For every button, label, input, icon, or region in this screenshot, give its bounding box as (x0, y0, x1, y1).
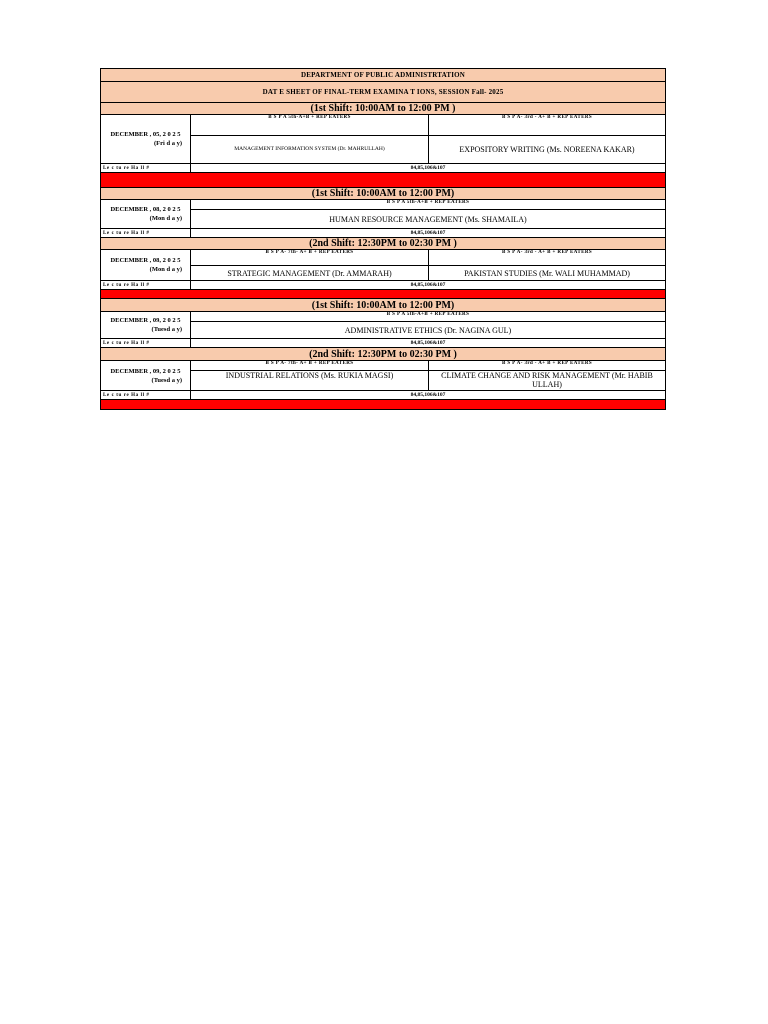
exam-day: (Tuesd a y) (151, 376, 182, 384)
program-group: B S P A- 3rd - A+ B + REP EATERS (429, 250, 666, 266)
subject: PAKISTAN STUDIES (Mr. WALI MUHAMMAD) (429, 266, 666, 281)
separator-bar (101, 173, 666, 188)
lecture-hall-label: Le c tu re Ha ll # (101, 281, 191, 290)
exam-date: DECEMBER , 08, 2 0 2 5 (110, 206, 181, 213)
program-group: B S P A- 3rd - A+ B + REP EATERS (429, 115, 666, 136)
lecture-hall-numbers: 84,85,106&107 (191, 164, 666, 173)
subject: INDUSTRIAL RELATIONS (Ms. RUKIA MAGSI) (191, 371, 429, 391)
program-group: B S P A 5th-A+B + REP EATERS (191, 312, 666, 322)
exam-date: DECEMBER , 09, 2 0 2 5 (110, 317, 181, 324)
shift-heading: (2nd Shift: 12:30PM to 02:30 PM ) (101, 238, 666, 250)
exam-date: DECEMBER , 05, 2 0 2 5 (110, 131, 181, 138)
subject: CLIMATE CHANGE AND RISK MANAGEMENT (Mr. HABIB ULLAH) (429, 371, 666, 391)
lecture-hall-numbers: 84,85,106&107 (191, 229, 666, 238)
exam-day: (Mon d a y) (149, 215, 182, 222)
exam-date-cell (101, 115, 191, 164)
shift-heading: (1st Shift: 10:00AM to 12:00 PM ) (101, 103, 666, 115)
lecture-hall-label: Le c tu re Ha ll # (101, 164, 191, 173)
lecture-hall-label: Le c tu re Ha ll # (101, 339, 191, 348)
subject: HUMAN RESOURCE MANAGEMENT (Ms. SHAMAILA) (191, 210, 666, 229)
lecture-hall-numbers: 84,85,106&107 (191, 391, 666, 400)
separator-bar (101, 400, 666, 410)
exam-day: (Tuesd a y) (151, 326, 182, 333)
subject: MANAGEMENT INFORMATION SYSTEM (Dr. MAHRULLAH) (191, 136, 429, 164)
department-title: DEPARTMENT OF PUBLIC ADMINISTRTATION (101, 69, 666, 82)
exam-day: (Mon d a y) (149, 266, 182, 273)
separator-bar (101, 290, 666, 299)
lecture-hall-label: Le c tu re Ha ll # (101, 229, 191, 238)
exam-date: DECEMBER , 08, 2 0 2 5 (110, 257, 181, 264)
exam-date-cell (101, 250, 191, 281)
lecture-hall-numbers: 84,85,106&107 (191, 339, 666, 348)
subject: EXPOSITORY WRITING (Ms. NOREENA KAKAR) (429, 136, 666, 164)
lecture-hall-label: Le c tu re Ha ll # (101, 391, 191, 400)
exam-date-cell (101, 312, 191, 339)
program-group: B S P A 5th-A+B + REP EATERS (191, 200, 666, 210)
lecture-hall-numbers: 84,85,106&107 (191, 281, 666, 290)
shift-heading: (2nd Shift: 12:30PM to 02:30 PM ) (101, 348, 666, 361)
subject: STRATEGIC MANAGEMENT (Dr. AMMARAH) (191, 266, 429, 281)
program-group: B S P A- 7th- A+ B + REP EATERS (191, 361, 429, 371)
date-sheet-table (100, 68, 666, 410)
program-group: B S P A 5th-A+B + REP EATERS (191, 115, 429, 136)
exam-date-cell (101, 200, 191, 229)
shift-heading: (1st Shift: 10:00AM to 12:00 PM) (101, 299, 666, 312)
shift-heading: (1st Shift: 10:00AM to 12:00 PM) (101, 188, 666, 200)
exam-date: DECEMBER , 09, 2 0 2 5 (110, 367, 181, 375)
exam-day: (Fri d a y) (154, 140, 182, 147)
program-group: B S P A- 3rd - A+ B + REP EATERS (429, 361, 666, 371)
exam-date-cell (101, 361, 191, 391)
program-group: B S P A- 7th- A+ B + REP EATERS (191, 250, 429, 266)
subject: ADMINISTRATIVE ETHICS (Dr. NAGINA GUL) (191, 322, 666, 339)
sheet-title: DAT E SHEET OF FINAL-TERM EXAMINA T IONS, SESSION Fall- 2025 (101, 82, 666, 103)
